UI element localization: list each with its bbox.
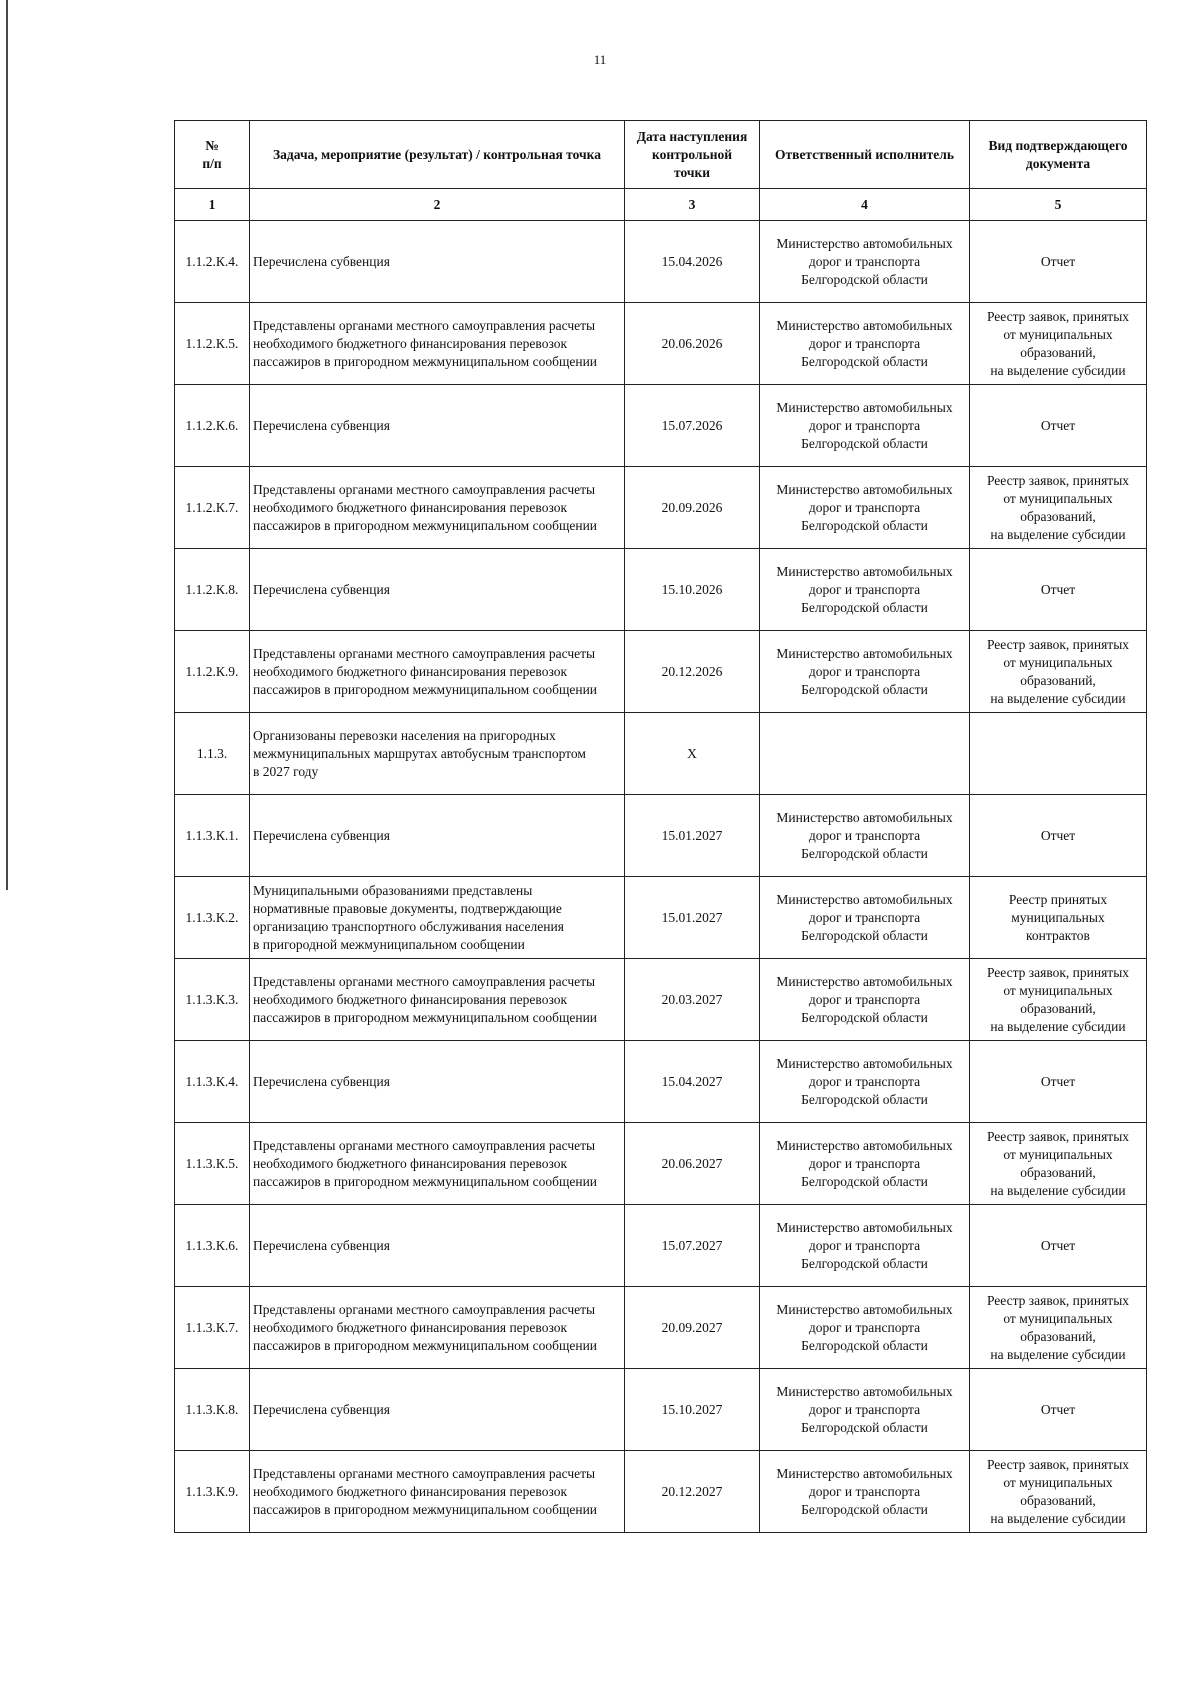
column-number: 5: [970, 189, 1147, 221]
table-row: [175, 1205, 1147, 1287]
row-number: 1.1.3.К.8.: [175, 1369, 250, 1451]
control-points-table: [174, 120, 1147, 1533]
row-executor: Министерство автомобильных дорог и транспорта Белгородской области: [760, 631, 970, 713]
row-task: Перечислена субвенция: [250, 1205, 625, 1287]
header-task: Задача, мероприятие (результат) / контрольная точка: [250, 121, 625, 189]
table-row: [175, 303, 1147, 385]
row-date: 15.04.2027: [625, 1041, 760, 1123]
table-row: [175, 713, 1147, 795]
row-document: Отчет: [970, 1205, 1147, 1287]
row-number: 1.1.3.К.6.: [175, 1205, 250, 1287]
table-row: [175, 385, 1147, 467]
row-number: 1.1.2.К.5.: [175, 303, 250, 385]
page-number: 11: [593, 52, 607, 67]
row-document: Реестр заявок, принятых от муниципальных образований, на выделение субсидии: [970, 959, 1147, 1041]
row-task: Перечислена субвенция: [250, 385, 625, 467]
scan-edge-line: [6, 0, 8, 890]
row-number: 1.1.2.К.4.: [175, 221, 250, 303]
column-number: 2: [250, 189, 625, 221]
row-date: 20.09.2026: [625, 467, 760, 549]
row-task: Перечислена субвенция: [250, 795, 625, 877]
row-task: Перечислена субвенция: [250, 1369, 625, 1451]
row-date: 20.06.2027: [625, 1123, 760, 1205]
row-document: Отчет: [970, 221, 1147, 303]
row-date: 15.04.2026: [625, 221, 760, 303]
row-executor: Министерство автомобильных дорог и транспорта Белгородской области: [760, 877, 970, 959]
row-date: 15.10.2027: [625, 1369, 760, 1451]
row-task: Перечислена субвенция: [250, 1041, 625, 1123]
row-executor: Министерство автомобильных дорог и транспорта Белгородской области: [760, 549, 970, 631]
row-executor: Министерство автомобильных дорог и транспорта Белгородской области: [760, 221, 970, 303]
row-executor: Министерство автомобильных дорог и транспорта Белгородской области: [760, 1041, 970, 1123]
row-date: X: [625, 713, 760, 795]
row-number: 1.1.3.К.3.: [175, 959, 250, 1041]
row-document: Реестр заявок, принятых от муниципальных образований, на выделение субсидии: [970, 631, 1147, 713]
row-executor: Министерство автомобильных дорог и транспорта Белгородской области: [760, 385, 970, 467]
row-date: 15.10.2026: [625, 549, 760, 631]
row-document: Реестр заявок, принятых от муниципальных образований, на выделение субсидии: [970, 467, 1147, 549]
table-row: [175, 1369, 1147, 1451]
row-document: Реестр заявок, принятых от муниципальных образований, на выделение субсидии: [970, 1287, 1147, 1369]
row-executor: Министерство автомобильных дорог и транспорта Белгородской области: [760, 1451, 970, 1533]
row-number: 1.1.3.: [175, 713, 250, 795]
row-executor: Министерство автомобильных дорог и транспорта Белгородской области: [760, 795, 970, 877]
header-executor: Ответственный исполнитель: [760, 121, 970, 189]
row-date: 15.07.2026: [625, 385, 760, 467]
row-number: 1.1.3.К.9.: [175, 1451, 250, 1533]
row-task: Представлены органами местного самоуправления расчеты необходимого бюджетного финансирования перевозок пассажиров в пригородном межмуниципальном сообщении: [250, 959, 625, 1041]
table-row: [175, 877, 1147, 959]
row-document: Отчет: [970, 549, 1147, 631]
row-number: 1.1.3.К.5.: [175, 1123, 250, 1205]
row-document: Реестр заявок, принятых от муниципальных образований, на выделение субсидии: [970, 1451, 1147, 1533]
row-task: Муниципальными образованиями представлены нормативные правовые документы, подтверждающие организацию транспортного обслуживания населения в пригородной межмуниципальном сообщении: [250, 877, 625, 959]
row-document: [970, 713, 1147, 795]
row-document: Отчет: [970, 1369, 1147, 1451]
table-row: [175, 1451, 1147, 1533]
row-document: Отчет: [970, 385, 1147, 467]
row-number: 1.1.2.К.6.: [175, 385, 250, 467]
row-date: 15.01.2027: [625, 877, 760, 959]
row-task: Представлены органами местного самоуправления расчеты необходимого бюджетного финансирования перевозок пассажиров в пригородном межмуниципальном сообщении: [250, 1287, 625, 1369]
header-number: № п/п: [175, 121, 250, 189]
table-row: [175, 1123, 1147, 1205]
row-task: Организованы перевозки населения на пригородных межмуниципальных маршрутах автобусным транспортом в 2027 году: [250, 713, 625, 795]
row-date: 20.06.2026: [625, 303, 760, 385]
row-date: 20.12.2026: [625, 631, 760, 713]
row-number: 1.1.2.К.7.: [175, 467, 250, 549]
row-number: 1.1.3.К.1.: [175, 795, 250, 877]
table-row: [175, 795, 1147, 877]
row-executor: Министерство автомобильных дорог и транспорта Белгородской области: [760, 303, 970, 385]
row-date: 15.07.2027: [625, 1205, 760, 1287]
row-executor: Министерство автомобильных дорог и транспорта Белгородской области: [760, 467, 970, 549]
row-date: 20.12.2027: [625, 1451, 760, 1533]
row-task: Представлены органами местного самоуправления расчеты необходимого бюджетного финансирования перевозок пассажиров в пригородном межмуниципальном сообщении: [250, 631, 625, 713]
row-task: Представлены органами местного самоуправления расчеты необходимого бюджетного финансирования перевозок пассажиров в пригородном межмуниципальном сообщении: [250, 303, 625, 385]
column-number: 3: [625, 189, 760, 221]
row-number: 1.1.3.К.2.: [175, 877, 250, 959]
row-executor: [760, 713, 970, 795]
row-document: Отчет: [970, 1041, 1147, 1123]
table-row: [175, 959, 1147, 1041]
header-date: Дата наступления контрольной точки: [625, 121, 760, 189]
row-document: Реестр принятых муниципальных контрактов: [970, 877, 1147, 959]
row-number: 1.1.2.К.8.: [175, 549, 250, 631]
row-task: Перечислена субвенция: [250, 221, 625, 303]
table-body: [175, 221, 1147, 1533]
column-number: 1: [175, 189, 250, 221]
row-number: 1.1.3.К.7.: [175, 1287, 250, 1369]
row-executor: Министерство автомобильных дорог и транспорта Белгородской области: [760, 1369, 970, 1451]
table-row: [175, 549, 1147, 631]
row-number: 1.1.3.К.4.: [175, 1041, 250, 1123]
row-document: Отчет: [970, 795, 1147, 877]
row-number: 1.1.2.К.9.: [175, 631, 250, 713]
table-row: [175, 221, 1147, 303]
row-task: Перечислена субвенция: [250, 549, 625, 631]
column-number-row: [175, 189, 1147, 221]
row-executor: Министерство автомобильных дорог и транспорта Белгородской области: [760, 959, 970, 1041]
table-row: [175, 467, 1147, 549]
row-executor: Министерство автомобильных дорог и транспорта Белгородской области: [760, 1287, 970, 1369]
table-header-row: [175, 121, 1147, 189]
table-row: [175, 1041, 1147, 1123]
table-row: [175, 1287, 1147, 1369]
row-executor: Министерство автомобильных дорог и транспорта Белгородской области: [760, 1205, 970, 1287]
table-row: [175, 631, 1147, 713]
header-document: Вид подтверждающего документа: [970, 121, 1147, 189]
row-task: Представлены органами местного самоуправления расчеты необходимого бюджетного финансирования перевозок пассажиров в пригородном межмуниципальном сообщении: [250, 467, 625, 549]
row-date: 20.09.2027: [625, 1287, 760, 1369]
row-document: Реестр заявок, принятых от муниципальных образований, на выделение субсидии: [970, 303, 1147, 385]
row-task: Представлены органами местного самоуправления расчеты необходимого бюджетного финансирования перевозок пассажиров в пригородном межмуниципальном сообщении: [250, 1123, 625, 1205]
row-executor: Министерство автомобильных дорог и транспорта Белгородской области: [760, 1123, 970, 1205]
row-document: Реестр заявок, принятых от муниципальных образований, на выделение субсидии: [970, 1123, 1147, 1205]
row-date: 15.01.2027: [625, 795, 760, 877]
row-task: Представлены органами местного самоуправления расчеты необходимого бюджетного финансирования перевозок пассажиров в пригородном межмуниципальном сообщении: [250, 1451, 625, 1533]
column-number: 4: [760, 189, 970, 221]
row-date: 20.03.2027: [625, 959, 760, 1041]
